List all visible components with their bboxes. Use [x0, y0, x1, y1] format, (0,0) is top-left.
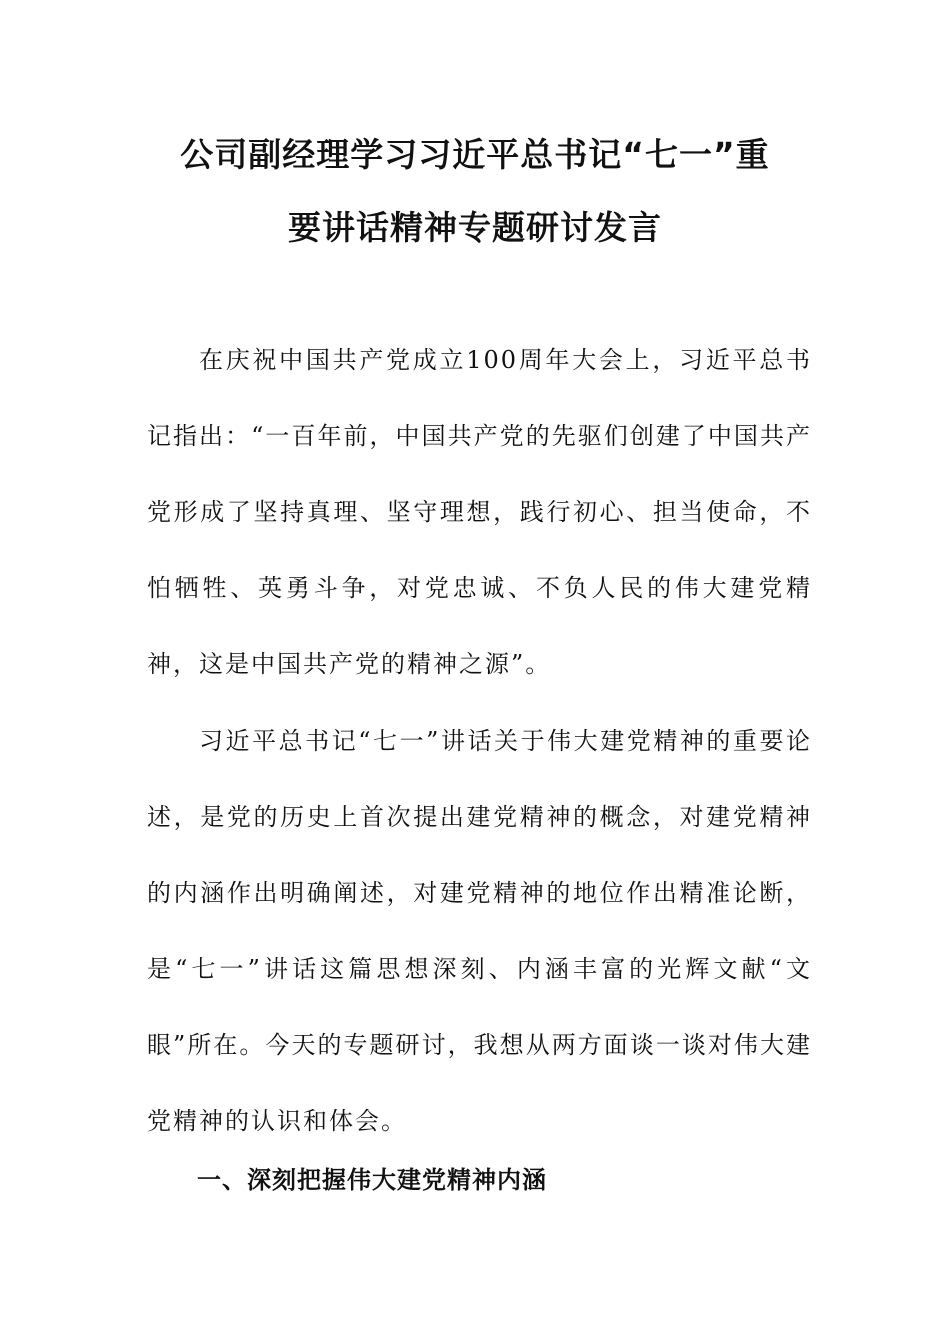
section-heading: 一、深刻把握伟大建党精神内涵: [197, 1166, 547, 1194]
body-paragraph-1: 在庆祝中国共产党成立100周年大会上，习近平总书记指出：“一百年前，中国共产党的先驱们创建了中国共产党形成了坚持真理、坚守理想，践行初心、担当使命，不怕牺牲、英勇斗争，对党忠诚、不负人民的伟大建党精神，这是中国共产党的精神之源”。: [147, 346, 812, 678]
body-paragraph-2: 习近平总书记“七一”讲话关于伟大建党精神的重要论述，是党的历史上首次提出建党精神的概念，对建党精神的内涵作出明确阐述，对建党精神的地位作出精准论断，是“七一”讲话这篇思想深刻、内涵丰富的光辉文献“文眼”所在。今天的专题研讨，我想从两方面谈一谈对伟大建党精神的认识和体会。: [147, 727, 812, 1135]
document-title-line1: 公司副经理学习习近平总书记“七一”重: [180, 135, 770, 174]
document-title-line2: 要讲话精神专题研讨发言: [288, 208, 662, 247]
